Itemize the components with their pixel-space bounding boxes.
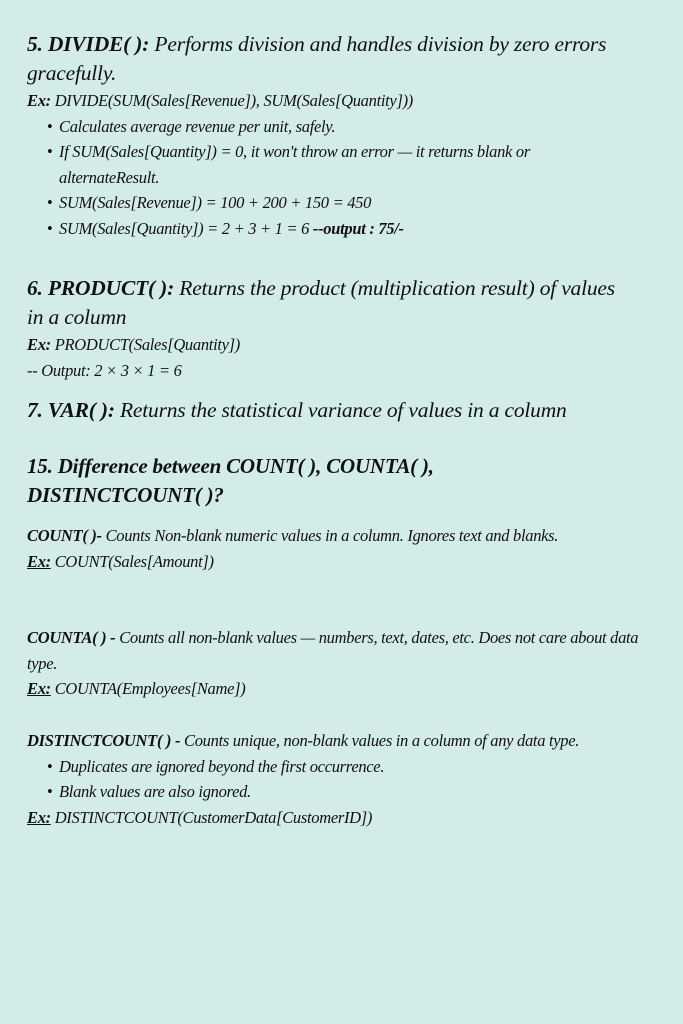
divide-description: Performs division and handles division by zero errors gracefully. — [27, 32, 607, 85]
product-description: Returns the product (multiplication result) of values in a column — [27, 276, 615, 329]
ex-label: Ex: — [27, 551, 51, 571]
count-example-code: COUNT(Sales[Amount]) — [54, 551, 214, 571]
distinctcount-example — [27, 805, 632, 831]
var-title: 7. VAR( ): — [27, 398, 115, 422]
section-divide — [27, 30, 647, 241]
count-name: COUNT( )- — [27, 526, 102, 545]
count-block — [27, 523, 627, 574]
section-var — [27, 396, 647, 425]
distinctcount-description: Counts unique, non-blank values in a column of any data type. — [184, 731, 580, 750]
list-item: • SUM(Sales[Revenue]) = 100 + 200 + 150 = 450 — [47, 190, 627, 216]
ex-label: Ex: — [27, 335, 51, 354]
list-item: • Blank values are also ignored. — [47, 779, 632, 805]
count-example — [27, 549, 627, 575]
divide-title: 5. DIVIDE( ): — [27, 32, 150, 56]
product-example-code: PRODUCT(Sales[Quantity]) — [54, 335, 240, 354]
divide-heading — [27, 30, 642, 88]
q15-heading — [27, 452, 527, 510]
count-desc — [27, 523, 627, 549]
counta-desc — [27, 625, 642, 676]
var-description: Returns the statistical variance of values in a column — [119, 398, 567, 422]
q15-title: 15. Difference between COUNT( ), COUNTA( ), DISTINCTCOUNT( )? — [27, 454, 434, 507]
counta-example-code: COUNTA(Employees[Name]) — [54, 679, 246, 698]
divide-bullet-text: SUM(Sales[Quantity]) = 2 + 3 + 1 = 6 — [59, 218, 310, 238]
section-product — [27, 274, 647, 383]
list-item — [47, 216, 627, 242]
counta-block — [27, 625, 642, 702]
divide-example-code: DIVIDE(SUM(Sales[Revenue]), SUM(Sales[Quantity])) — [54, 91, 413, 110]
product-heading — [27, 274, 627, 332]
list-item: • If SUM(Sales[Quantity]) = 0, it won't throw an error — it returns blank or alternateResult. — [47, 139, 627, 190]
counta-example — [27, 676, 642, 702]
ex-label: Ex: — [27, 679, 51, 698]
distinctcount-example-code: DISTINCTCOUNT(CustomerData[CustomerID]) — [54, 807, 373, 827]
counta-name: COUNTA( ) - — [27, 628, 116, 647]
divide-example — [27, 88, 647, 114]
divide-output-note: --output : 75/- — [312, 218, 404, 238]
list-item: • Calculates average revenue per unit, safely. — [47, 114, 627, 140]
var-heading — [27, 396, 647, 425]
list-item: • Duplicates are ignored beyond the first occurrence. — [47, 754, 632, 780]
divide-bullets — [27, 114, 627, 242]
product-title: 6. PRODUCT( ): — [27, 276, 175, 300]
counta-description: Counts all non-blank values — numbers, text, dates, etc. Does not care about data type. — [27, 628, 639, 673]
distinctcount-bullets — [27, 754, 632, 805]
distinctcount-block — [27, 728, 632, 830]
count-description: Counts Non-blank numeric values in a column. Ignores text and blanks. — [105, 526, 559, 545]
distinctcount-name: DISTINCTCOUNT( ) - — [27, 731, 181, 750]
distinctcount-desc — [27, 728, 632, 754]
product-example — [27, 332, 647, 358]
product-output: -- Output: 2 × 3 × 1 = 6 — [27, 360, 182, 380]
ex-label: Ex: — [27, 91, 51, 110]
ex-label: Ex: — [27, 807, 51, 827]
